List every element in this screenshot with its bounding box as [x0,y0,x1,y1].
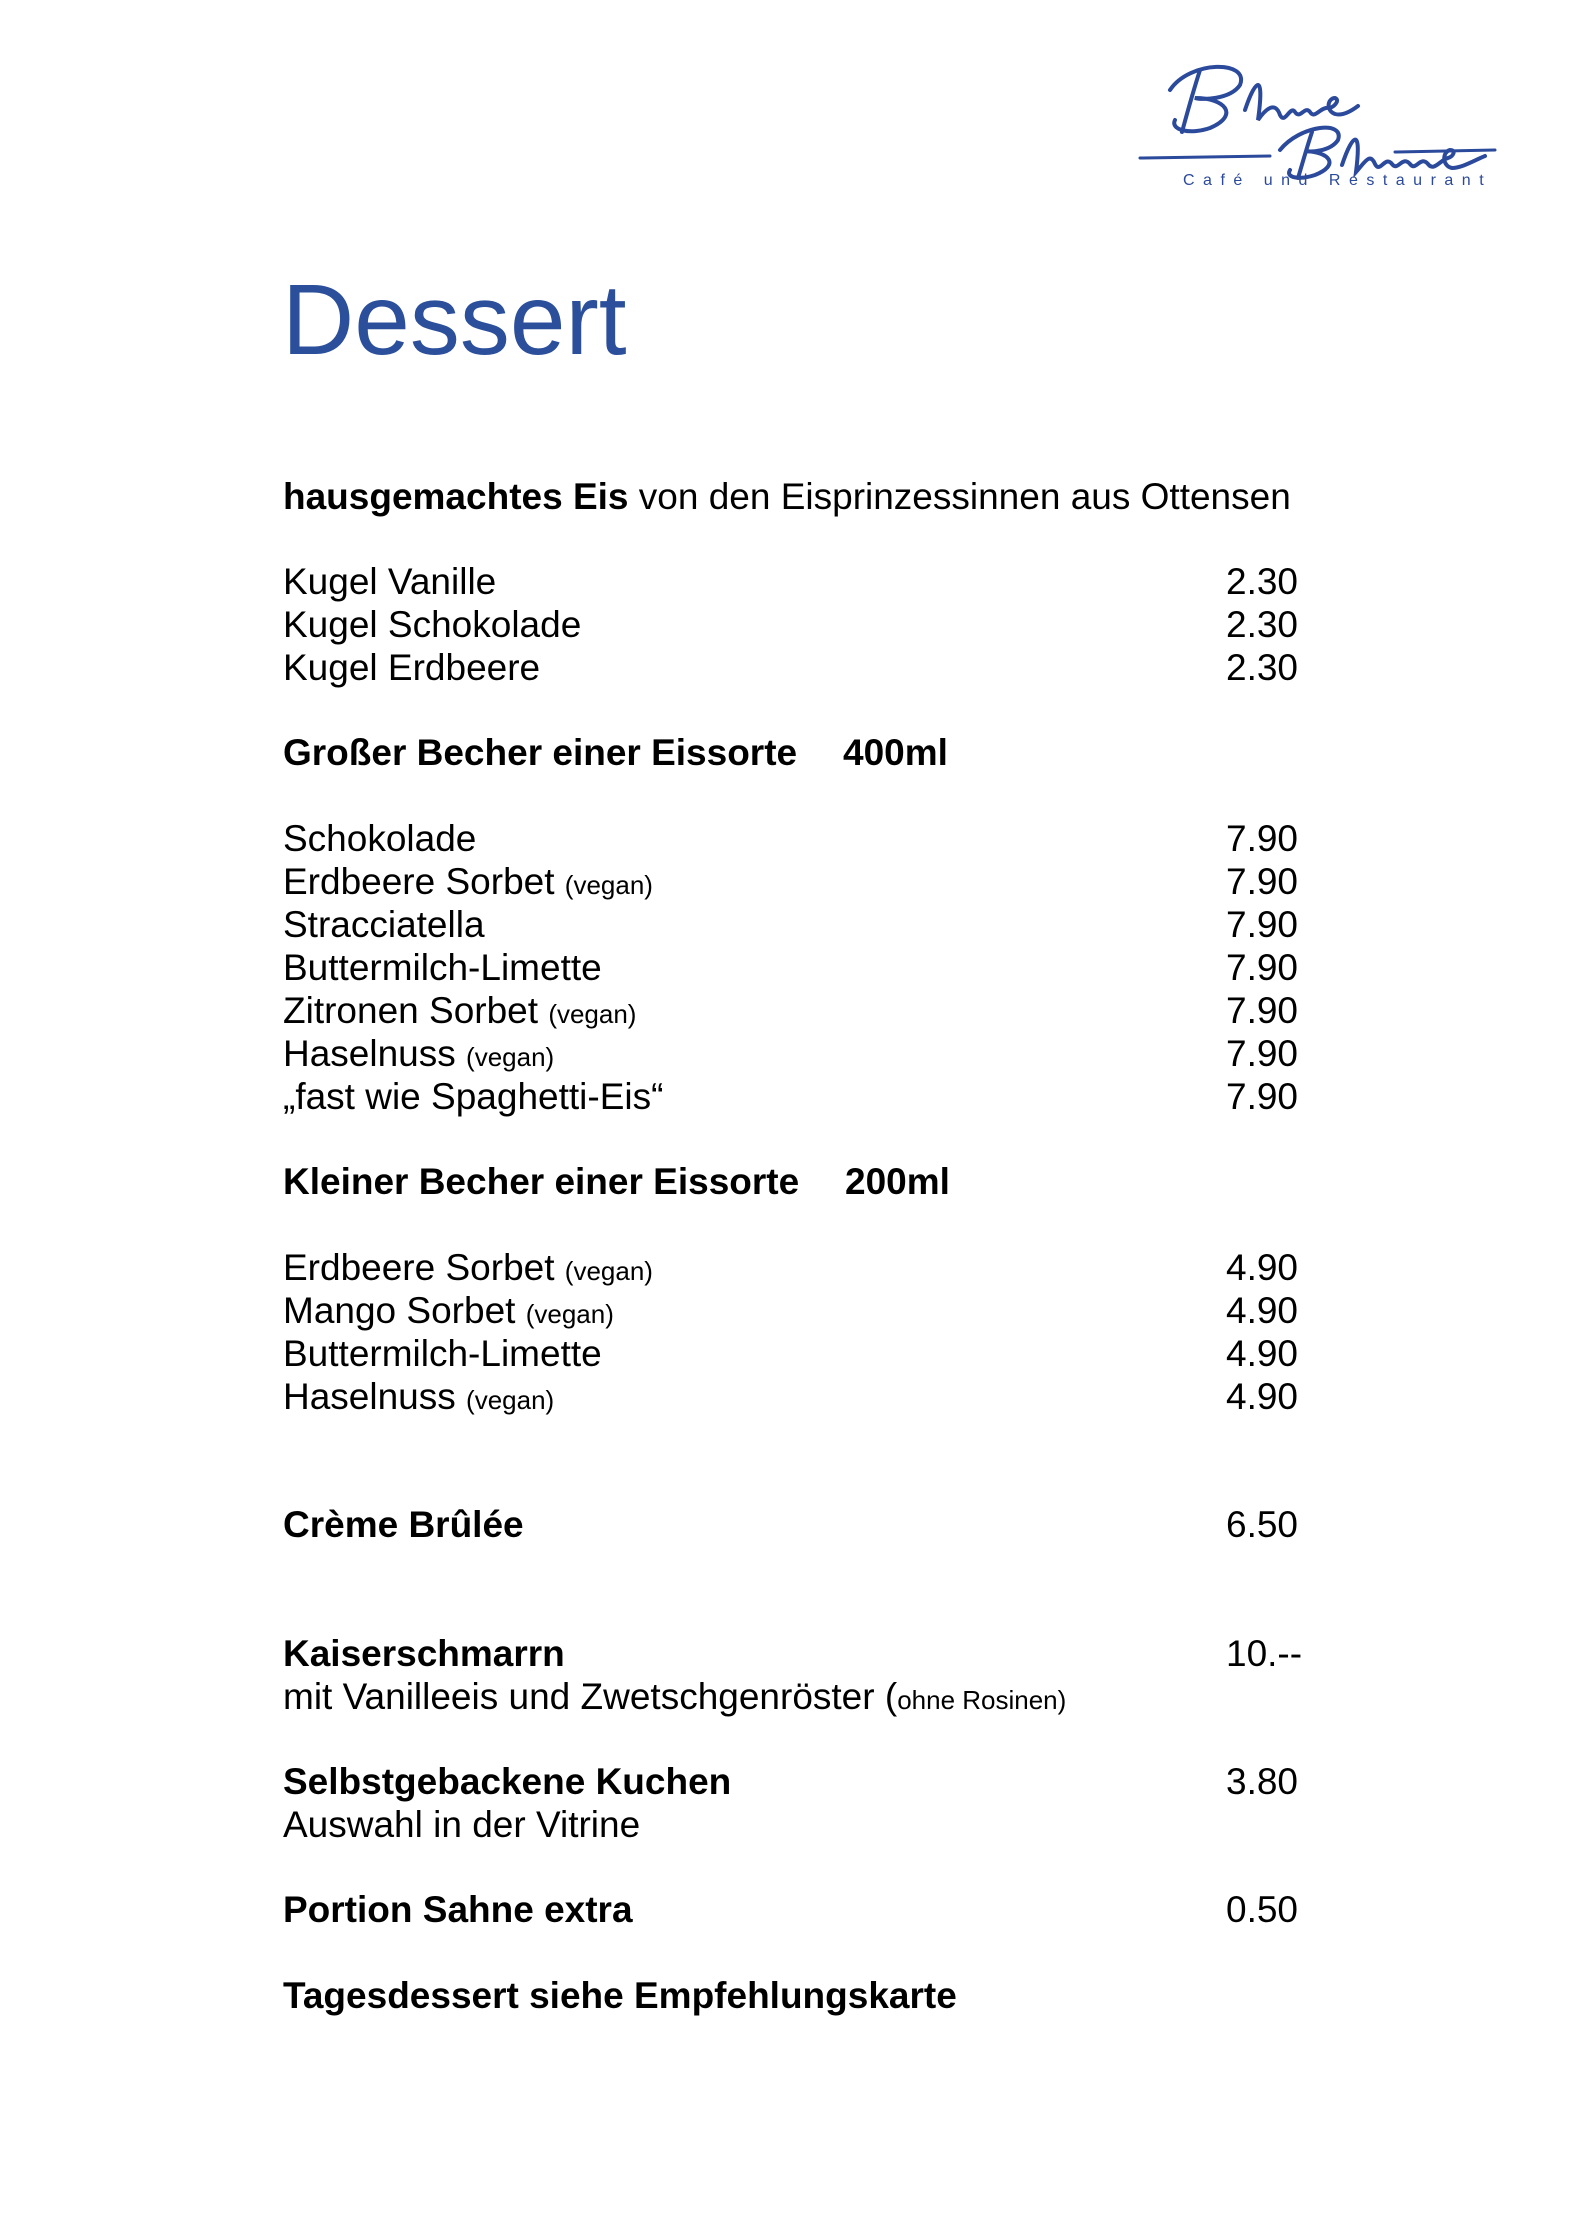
item-name: Haselnuss [283,1376,467,1417]
item-note: ohne Rosinen) [897,1685,1067,1715]
item-desc-text: mit Vanilleeis und Zwetschgenröster ( [283,1676,898,1717]
item-name: Schokolade [283,818,477,859]
item-name: Portion Sahne extra [283,1889,633,1930]
item-note: (vegan) [564,1256,653,1286]
item-price: 4.90 [1226,1247,1299,1288]
item-note: (vegan) [466,1042,555,1072]
ice-cream-intro [283,475,1303,518]
item-price: 4.90 [1226,1376,1299,1417]
item-price: 0.50 [1226,1889,1299,1930]
item-description [283,1675,1303,1722]
section-heading-text: Großer Becher einer Eissorte [283,732,798,773]
item-name: Buttermilch-Limette [283,1333,602,1374]
menu-item-row [283,860,1303,907]
item-name: Selbstgebackene Kuchen [283,1761,732,1802]
item-note: (vegan) [564,870,653,900]
menu-item-row [283,817,1303,864]
item-desc-text: Auswahl in der Vitrine [283,1804,641,1845]
item-name: Mango Sorbet [283,1290,526,1331]
item-price: 2.30 [1226,561,1299,602]
item-name: Stracciatella [283,904,485,945]
item-price: 7.90 [1226,904,1299,945]
cup-size: 200ml [845,1161,950,1202]
item-price: 10.-- [1226,1633,1303,1674]
menu-item-row [283,989,1303,1036]
menu-item-row [283,903,1303,950]
menu-item-row [283,1632,1303,1675]
item-name: Erdbeere Sorbet [283,1247,565,1288]
item-name: Kugel Erdbeere [283,647,541,688]
menu-item-row [283,1032,1303,1079]
menu-item-row [283,646,1303,689]
item-name: Kugel Vanille [283,561,497,602]
item-name: Zitronen Sorbet [283,990,549,1031]
intro-bold: hausgemachtes Eis [283,476,629,517]
item-name: Kugel Schokolade [283,604,582,645]
intro-rest: von den Eisprinzessinnen aus Ottensen [628,476,1291,517]
menu-item-row [283,1888,1303,1931]
item-name: Buttermilch-Limette [283,947,602,988]
item-price: 2.30 [1226,647,1299,688]
item-note: (vegan) [525,1299,614,1329]
daily-dessert-note: Tagesdessert siehe Empfehlungskarte [283,1975,957,2016]
item-note: (vegan) [548,999,637,1029]
menu-item-row [283,560,1303,603]
section-heading-small-cup [283,1160,1303,1203]
item-price: 7.90 [1226,1033,1299,1074]
menu-item-row [283,1246,1303,1293]
menu-item-row [283,1503,1303,1546]
menu-item-row [283,1075,1303,1122]
menu-item-row [283,1375,1303,1422]
item-price: 7.90 [1226,818,1299,859]
item-price: 7.90 [1226,947,1299,988]
item-name: „fast wie Spaghetti-Eis“ [283,1076,664,1117]
item-name: Erdbeere Sorbet [283,861,565,902]
item-price: 2.30 [1226,604,1299,645]
section-heading-large-cup [283,731,1303,774]
item-price: 4.90 [1226,1290,1299,1331]
item-name: Haselnuss [283,1033,467,1074]
page-title: Dessert [282,264,627,376]
item-note: (vegan) [466,1385,555,1415]
item-description [283,1803,1303,1846]
section-heading-text: Kleiner Becher einer Eissorte [283,1161,800,1202]
item-name: Kaiserschmarrn [283,1633,565,1674]
menu-item-row [283,946,1303,993]
logo-subtitle: Café und Restaurant [1183,172,1493,189]
menu-item-row [283,603,1303,646]
item-price: 4.90 [1226,1333,1299,1374]
item-price: 3.80 [1226,1761,1299,1802]
item-price: 6.50 [1226,1504,1299,1545]
menu-item-row [283,1289,1303,1336]
item-price: 7.90 [1226,990,1299,1031]
item-price: 7.90 [1226,861,1299,902]
menu-item-row [283,1760,1303,1803]
item-price: 7.90 [1226,1076,1299,1117]
cup-size: 400ml [843,732,948,773]
menu-item-row [283,1332,1303,1379]
item-name: Crème Brûlée [283,1504,524,1545]
